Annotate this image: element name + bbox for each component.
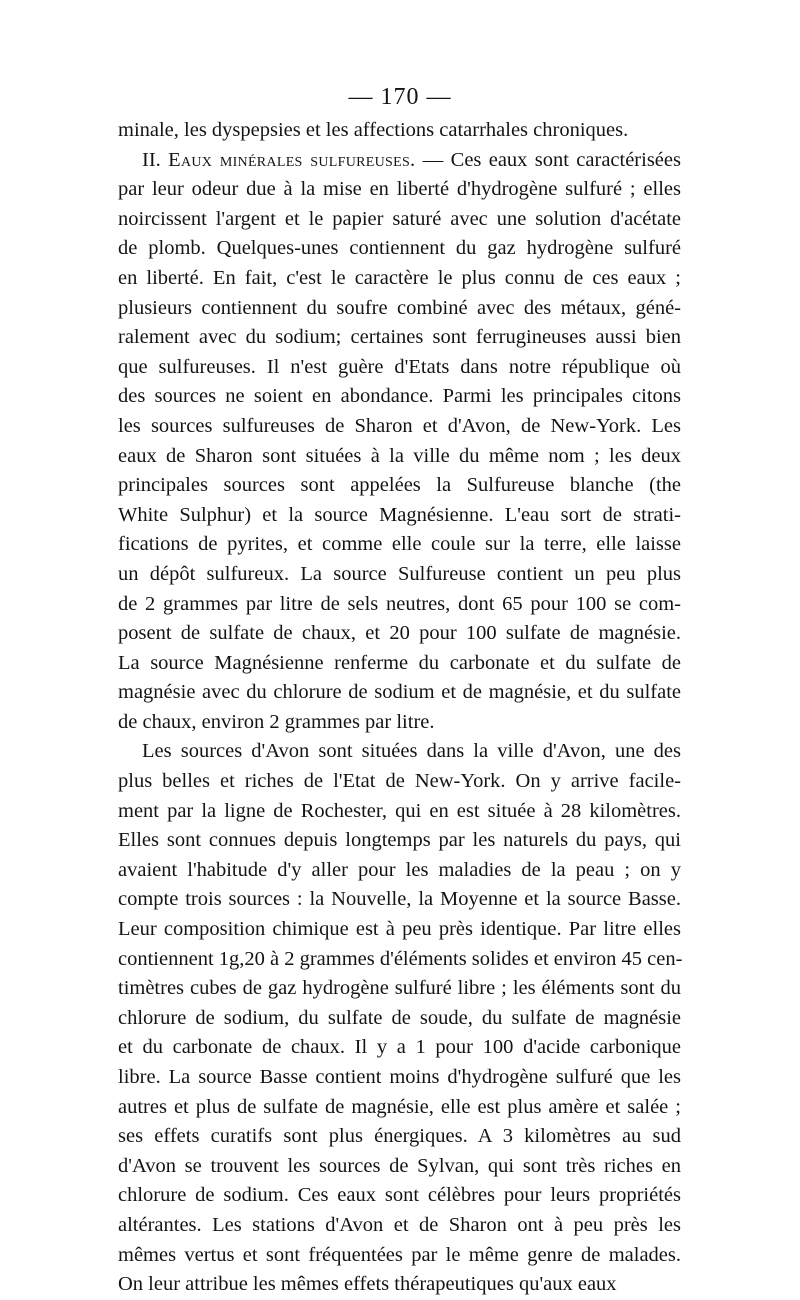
text-line: Leur composition chimique est à peu près identique. Par litre elles <box>118 918 681 941</box>
text-line: principales sources sont appelées la Sulfureuse blanche (the <box>118 474 681 497</box>
text-line: minale, les dyspepsies et les affections catarrhales chroniques. <box>118 119 629 141</box>
text-line: chlorure de sodium. Ces eaux sont célèbres pour leurs propriétés <box>118 1184 681 1207</box>
text-line: libre. La source Basse contient moins d'hydrogène sulfuré que les <box>118 1066 681 1088</box>
text-line: posent de sulfate de chaux, et 20 pour 100 sulfate de magnésie. <box>118 622 681 645</box>
text-line: les sources sulfureuses de Sharon et d'Avon, de New-York. Les <box>118 414 681 437</box>
text-line: White Sulphur) et la source Magnésienne. L'eau sort de strati- <box>118 503 681 526</box>
text-line: autres et plus de sulfate de magnésie, elle est plus amère et salée ; <box>118 1095 681 1118</box>
text-line: un dépôt sulfureux. La source Sulfureuse contient un peu plus <box>118 562 681 585</box>
paragraph <box>118 116 681 146</box>
text-line: chlorure de sodium, du sulfate de soude, du sulfate de magnésie <box>118 1006 681 1029</box>
text-line: avaient l'habitude d'y aller pour les maladies de la peau ; on y <box>118 858 681 881</box>
text-line: eaux de Sharon sont situées à la ville du même nom ; les deux <box>118 444 681 467</box>
paragraph <box>118 737 681 1299</box>
text-line: La source Magnésienne renferme du carbonate et du sulfate de <box>118 651 681 674</box>
text-line: par leur odeur due à la mise en liberté d'hydrogène sulfuré ; elles <box>118 178 681 201</box>
text-line: en liberté. En fait, c'est le caractère le plus connu de ces eaux ; <box>118 266 681 289</box>
text-line: Elles sont connues depuis longtemps par les naturels du pays, qui <box>118 829 681 852</box>
text-line: plus belles et riches de l'Etat de New-York. On y arrive facile- <box>118 770 681 793</box>
text-line: timètres cubes de gaz hydrogène sulfuré libre ; les éléments sont du <box>118 977 681 1000</box>
text-line: de 2 grammes par litre de sels neutres, dont 65 pour 100 se com- <box>118 592 681 615</box>
text-line: contiennent 1g,20 à 2 grammes d'éléments solides et environ 45 cen- <box>118 947 683 970</box>
text-line: mêmes vertus et sont fréquentées par le même genre de malades. <box>118 1243 681 1266</box>
text-line: que sulfureuses. Il n'est guère d'Etats dans notre république où <box>118 355 681 378</box>
paragraph <box>118 146 681 738</box>
text-line: compte trois sources : la Nouvelle, la Moyenne et la source Basse. <box>118 888 681 911</box>
text-line: plusieurs contiennent du soufre combiné avec des métaux, géné- <box>118 296 681 319</box>
body-text <box>118 116 681 1300</box>
text-line: II. Eaux minérales sulfureuses. — Ces eaux sont caractérisées <box>142 148 681 171</box>
text-line: ses effets curatifs sont plus énergiques. A 3 kilomètres au sud <box>118 1125 681 1148</box>
text-line: ralement avec du sodium; certaines sont ferrugineuses aussi bien <box>118 326 681 349</box>
text-line: d'Avon se trouvent les sources de Sylvan, qui sont très riches en <box>118 1154 681 1177</box>
text-line: noircissent l'argent et le papier saturé avec une solution d'acétate <box>118 207 681 230</box>
text-line: altérantes. Les stations d'Avon et de Sharon ont à peu près les <box>118 1213 681 1236</box>
text-line: de chaux, environ 2 grammes par litre. <box>118 710 435 733</box>
text-line: et du carbonate de chaux. Il y a 1 pour 100 d'acide carbonique <box>118 1036 681 1059</box>
page-number-header: — 170 — <box>348 84 452 110</box>
text-line: Les sources d'Avon sont situées dans la ville d'Avon, une des <box>142 740 681 763</box>
text-line: de plomb. Quelques-unes contiennent du gaz hydrogène sulfuré <box>118 237 681 260</box>
text-line: ment par la ligne de Rochester, qui en est située à 28 kilomètres. <box>118 799 681 822</box>
text-line: fications de pyrites, et comme elle coule sur la terre, elle laisse <box>118 533 681 556</box>
text-line: des sources ne soient en abondance. Parmi les principales citons <box>118 385 681 408</box>
text-line: On leur attribue les mêmes effets thérapeutiques qu'aux eaux <box>118 1273 617 1296</box>
text-line: magnésie avec du chlorure de sodium et de magnésie, et du sulfate <box>118 681 681 704</box>
